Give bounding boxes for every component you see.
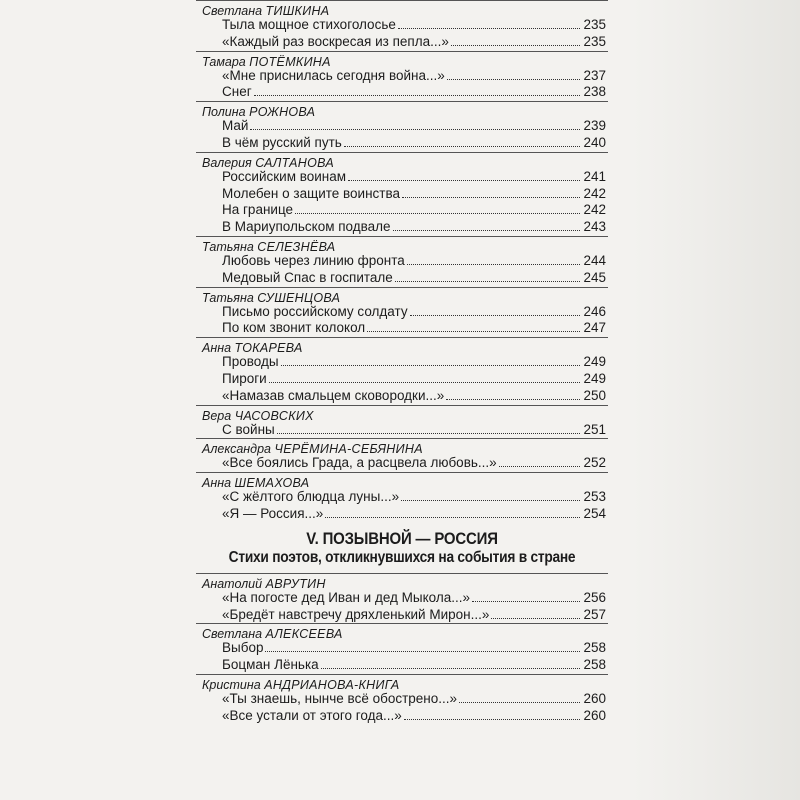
toc-entry	[196, 708, 608, 725]
author-surname: РОЖНОВА	[249, 105, 316, 120]
page-number: 239	[583, 118, 606, 134]
toc-entry	[196, 17, 608, 34]
author-heading	[196, 0, 608, 17]
page-number: 258	[583, 657, 606, 673]
poem-title: Любовь через линию фронта	[222, 252, 405, 268]
poem-title: С войны	[222, 421, 275, 437]
page-number: 246	[583, 303, 606, 319]
dot-leader	[451, 34, 580, 46]
author-surname: СУШЕНЦОВА	[257, 290, 341, 305]
author-heading	[196, 337, 608, 354]
page-number: 252	[583, 455, 606, 471]
author-heading	[196, 438, 608, 455]
page-number: 258	[583, 640, 606, 656]
section-heading: V. ПОЗЫВНОЙ — РОССИЯ	[306, 528, 498, 548]
dot-leader	[491, 607, 580, 619]
page-number: 247	[583, 320, 606, 336]
section-header	[196, 529, 608, 567]
toc-entry	[196, 590, 608, 607]
author-surname: ЧЕРЁМИНА-СЕБЯНИНА	[274, 442, 423, 457]
toc-entry	[196, 691, 608, 708]
dot-leader	[459, 691, 580, 703]
toc-entry	[196, 118, 608, 135]
dot-leader	[325, 506, 580, 518]
dot-leader	[344, 135, 580, 147]
toc-entry	[196, 455, 608, 472]
author-heading	[196, 236, 608, 253]
poem-title: Молебен о защите воинства	[222, 185, 401, 201]
author-heading	[196, 623, 608, 640]
toc-entry	[196, 354, 608, 371]
page-number: 235	[583, 17, 606, 32]
page-number: 251	[583, 421, 606, 437]
author-surname: АНДРИАНОВА-КНИГА	[264, 677, 400, 692]
dot-leader	[446, 388, 580, 400]
author-first-name: Светлана	[202, 627, 263, 642]
toc-page	[196, 0, 608, 800]
author-surname: ШЕМАХОВА	[234, 476, 310, 491]
poem-title: «С жёлтого блюдца луны...»	[222, 489, 400, 505]
author-surname: ТОКАРЕВА	[234, 341, 303, 356]
dot-leader	[254, 84, 580, 96]
dot-leader	[348, 169, 580, 181]
poem-title: Письмо российскому солдату	[222, 303, 408, 319]
author-first-name: Вера	[202, 408, 232, 423]
dot-leader	[265, 640, 580, 652]
author-first-name: Татьяна	[202, 290, 254, 305]
page-number: 242	[583, 202, 606, 218]
toc-entry	[196, 304, 608, 321]
dot-leader	[410, 304, 580, 316]
page-number: 257	[583, 606, 606, 622]
toc-entry	[196, 388, 608, 405]
toc-entry	[196, 202, 608, 219]
page-number: 244	[583, 252, 606, 268]
poem-title: По ком звонит колокол	[222, 320, 366, 336]
toc-entry	[196, 489, 608, 506]
poem-title: Пироги	[222, 370, 267, 386]
page-number: 249	[583, 354, 606, 370]
page-number: 260	[583, 690, 606, 706]
dot-leader	[277, 422, 580, 434]
dot-leader	[269, 371, 580, 383]
toc-entry	[196, 186, 608, 203]
poem-title: Выбор	[222, 640, 264, 656]
page-number: 240	[583, 134, 606, 150]
poem-title: «На погосте дед Иван и дед Мыкола...»	[222, 589, 471, 605]
poem-title: «Все боялись Града, а расцвела любовь...»	[222, 455, 497, 471]
poem-title: В Мариупольском подвале	[222, 219, 391, 235]
toc-entry	[196, 135, 608, 152]
poem-title: Медовый Спас в госпитале	[222, 269, 393, 285]
author-first-name: Полина	[202, 105, 246, 120]
poem-title: «Намазав смальцем сковородки...»	[222, 387, 445, 403]
author-first-name: Тамара	[202, 54, 246, 69]
author-heading	[196, 573, 608, 590]
page-number: 245	[583, 269, 606, 285]
poem-title: Российским воинам	[222, 168, 347, 184]
poem-title: Проводы	[222, 354, 279, 370]
page-number: 256	[583, 589, 606, 605]
dot-leader	[250, 118, 580, 130]
toc-entry	[196, 371, 608, 388]
poem-title: «Каждый раз воскресая из пепла...»	[222, 33, 449, 49]
page-number: 254	[583, 505, 606, 521]
toc-entry	[196, 68, 608, 85]
poem-title: Тыла мощное стихоголосье	[222, 17, 396, 32]
poem-title: «Я — Россия...»	[222, 505, 324, 521]
author-surname: АВРУТИН	[265, 576, 326, 591]
poem-title: «Мне приснилась сегодня война...»	[222, 67, 445, 83]
poem-title: В чём русский путь	[222, 134, 342, 150]
author-heading	[196, 287, 608, 304]
dot-leader	[407, 253, 580, 265]
author-heading	[196, 472, 608, 489]
toc-entry	[196, 607, 608, 624]
dot-leader	[499, 455, 580, 467]
author-first-name: Кристина	[202, 677, 261, 692]
author-surname: ПОТЁМКИНА	[249, 54, 331, 69]
toc-part-1	[196, 0, 608, 523]
dot-leader	[398, 17, 580, 29]
page-number: 260	[583, 707, 606, 723]
poem-title: Боцман Лёнька	[222, 657, 319, 673]
dot-leader	[395, 270, 580, 282]
dot-leader	[281, 354, 580, 366]
author-surname: СЕЛЕЗНЁВА	[257, 239, 336, 254]
page-number: 241	[583, 168, 606, 184]
page-number: 237	[583, 67, 606, 83]
page-number: 253	[583, 489, 606, 505]
toc-entry	[196, 657, 608, 674]
author-heading	[196, 405, 608, 422]
author-surname: ТИШКИНА	[265, 4, 330, 18]
toc-entry	[196, 169, 608, 186]
author-first-name: Татьяна	[202, 239, 254, 254]
section-subheading: Стихи поэтов, откликнувшихся на события в стране	[228, 548, 576, 566]
dot-leader	[404, 708, 580, 720]
author-first-name: Анна	[202, 476, 232, 491]
toc-entry	[196, 270, 608, 287]
dot-leader	[321, 657, 580, 669]
toc-entry	[196, 422, 608, 439]
dot-leader	[367, 320, 580, 332]
author-heading	[196, 674, 608, 691]
author-first-name: Светлана	[202, 4, 263, 18]
dot-leader	[472, 590, 580, 602]
page-number: 235	[583, 33, 606, 49]
page-number: 250	[583, 387, 606, 403]
poem-title: «Все устали от этого года...»	[222, 707, 402, 723]
author-surname: АЛЕКСЕЕВА	[265, 627, 343, 642]
toc-part-2	[196, 573, 608, 725]
poem-title: На границе	[222, 202, 294, 218]
toc-entry	[196, 34, 608, 51]
toc-entry	[196, 84, 608, 101]
toc-entry	[196, 640, 608, 657]
poem-title: «Ты знаешь, нынче всё обострено...»	[222, 690, 457, 706]
page-gutter	[632, 0, 800, 800]
author-heading	[196, 152, 608, 169]
page-number: 249	[583, 370, 606, 386]
author-first-name: Валерия	[202, 155, 252, 170]
author-first-name: Анна	[202, 341, 232, 356]
page-number: 238	[583, 84, 606, 100]
poem-title: Май	[222, 118, 249, 134]
poem-title: «Бредёт навстречу дряхленький Мирон...»	[222, 606, 490, 622]
dot-leader	[447, 68, 580, 80]
dot-leader	[401, 489, 580, 501]
author-first-name: Александра	[202, 442, 271, 457]
dot-leader	[402, 186, 580, 198]
author-heading	[196, 51, 608, 68]
toc-entry	[196, 219, 608, 236]
toc-entry	[196, 506, 608, 523]
page-number: 242	[583, 185, 606, 201]
toc-entry	[196, 253, 608, 270]
poem-title: Снег	[222, 84, 252, 100]
author-first-name: Анатолий	[202, 576, 263, 591]
toc-entry	[196, 320, 608, 337]
page-number: 243	[583, 219, 606, 235]
author-surname: ЧАСОВСКИХ	[234, 408, 314, 423]
author-heading	[196, 101, 608, 118]
dot-leader	[393, 219, 580, 231]
dot-leader	[295, 202, 580, 214]
author-surname: САЛТАНОВА	[255, 155, 335, 170]
